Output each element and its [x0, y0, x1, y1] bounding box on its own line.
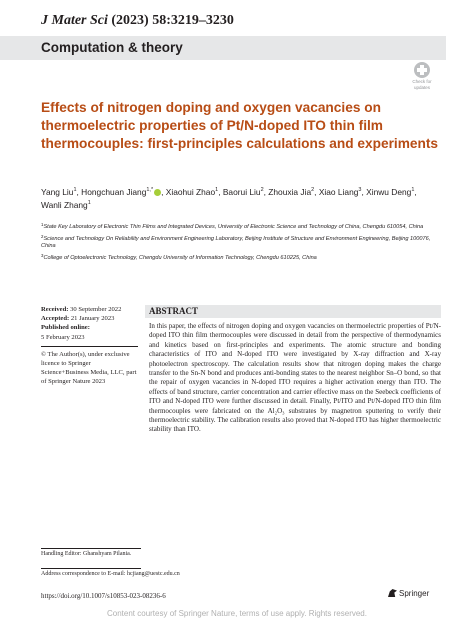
courtesy-notice: Content courtesy of Springer Nature, terms of use apply. Rights reserved.: [107, 609, 367, 618]
journal-citation: [41, 13, 234, 29]
author-affiliation-marker: 1: [73, 187, 77, 193]
affiliation-list: [41, 221, 441, 264]
published-label: Published online:: [41, 324, 90, 332]
abstract-text: In this paper, the effects of nitrogen doping and oxygen vacancies on thermoelectric properties of Pt/N-doped ITO thin film thermocouples were discussed in detail from the perspective of thermodynamics and kinetics based on first-principles and experiments. The atomic structure and bonding characteristics of ITO and N-doped ITO were investigated by X-ray diffraction and X-ray photoelectron spectroscopy. The calculation results show that nitrogen doping makes the charge transfer to the Sn-N bond and produces anti-bonding states to the nearest neighbor Sn–O bond, so that the repair of oxygen vacancies in N-doped ITO requires a higher activation energy than ITO. The effects of band structure, carrier concentration and carrier effective mass on the Seebeck coefficients of ITO and N-doped ITO were further discussed in detail. Finally, Pt/ITO and Pt/N-doped ITO thin film thermocouples were fabricated on the Al₂O₃ substrates by magnetron sputtering to verify their thermoelectric stability. The calibration results also proved that N-doped ITO has higher thermoelectric stability than ITO.: [149, 322, 441, 434]
affiliation-text: State Key Laboratory of Electronic Thin Films and Integrated Devices, University of Electronic Science and Technology of China, Chengdu 610054, China: [43, 224, 424, 230]
author-name[interactable]: Xiao Liang: [318, 186, 359, 197]
affiliation-text: Science and Technology On Reliability and Environment Engineering Laboratory, Beijing Institute of Structure and Environment Engineering, Beijing 100076, China: [41, 235, 431, 250]
affiliation-item: [41, 221, 441, 232]
doi-link[interactable]: https://doi.org/10.1007/s10853-023-08236-6: [41, 592, 166, 600]
correspondence-email[interactable]: Address correspondence to E-mail: hcjiang@uestc.edu.cn: [41, 571, 180, 577]
springer-horse-icon: [388, 589, 397, 597]
received-date: [41, 305, 138, 314]
author-name[interactable]: Baorui Liu: [222, 186, 261, 197]
author-affiliation-marker: 3: [358, 187, 362, 193]
affiliation-text: College of Optoelectronic Technology, Chengdu University of Information Technology, Chengdu 610225, China: [43, 255, 317, 262]
author-name[interactable]: Yang Liu: [41, 186, 74, 197]
author-name[interactable]: Xiaohui Zhao: [165, 186, 216, 197]
abstract-heading: ABSTRACT: [149, 306, 199, 316]
published-date: [41, 323, 138, 341]
author-affiliation-marker: 2: [260, 187, 264, 193]
citation-info: (2023) 58:3219–3230: [111, 13, 234, 28]
paper-title: Effects of nitrogen doping and oxygen vacancies on thermoelectric properties of Pt/N-doped ITO thin film thermocouples: first-principles calculations and experiments: [41, 100, 439, 151]
check-for-updates-badge[interactable]: [405, 62, 439, 92]
footnote-divider: [41, 548, 141, 549]
handling-editor: Handling Editor: Ghanshyam Pilania.: [41, 551, 132, 557]
accepted-date: [41, 314, 138, 323]
crossmark-icon: [414, 62, 430, 78]
author-name[interactable]: Wanli Zhang: [41, 199, 88, 210]
crossmark-label-2: updates: [413, 85, 430, 90]
author-name[interactable]: Zhouxia Jia: [268, 186, 312, 197]
publisher-name: Springer: [399, 589, 430, 598]
author-name[interactable]: Xinwu Deng: [366, 186, 412, 197]
author-affiliation-marker: 1: [411, 187, 415, 193]
section-title: Computation & theory: [41, 40, 183, 55]
affiliation-number: 1: [41, 222, 44, 227]
received-value: 30 September 2022: [70, 306, 122, 313]
author-affiliation-marker: 1,*: [146, 187, 154, 193]
journal-name: J Mater Sci: [41, 13, 108, 28]
received-label: Received:: [41, 306, 69, 313]
affiliation-number: 2: [41, 233, 44, 239]
author-list: Yang Liu$^1$, Hongchuan Jiang$^{1,*}$ , Xiaohui Zhao$^1$, Baorui Liu$^2$, Zhouxia Jia$^2$, Xiao Liang$^3$, Xinwu Deng$^1$, Wanli Zhang$^1$: [41, 186, 417, 210]
publisher-logo: [388, 589, 429, 598]
author-affiliation-marker: 1: [87, 199, 91, 206]
divider: [41, 346, 138, 347]
accepted-label: Accepted:: [41, 315, 70, 323]
article-info-column: [41, 305, 138, 387]
copyright-notice: © The Author(s), under exclusive licence to Springer Science+Business Media, LLC, part of Springer Nature 2023: [41, 350, 137, 386]
published-value: 5 February 2023: [41, 333, 85, 341]
orcid-icon[interactable]: [154, 189, 161, 196]
crossmark-label-1: Check for: [412, 79, 432, 84]
footnote-divider: [41, 568, 141, 569]
affiliation-item: [41, 252, 441, 263]
author-affiliation-marker: 2: [311, 187, 315, 193]
author-affiliation-marker: 1: [215, 187, 219, 193]
accepted-value: 21 January 2023: [70, 315, 115, 323]
affiliation-item: [41, 233, 441, 251]
affiliation-number: 3: [41, 253, 44, 259]
author-name[interactable]: Hongchuan Jiang: [81, 186, 147, 197]
